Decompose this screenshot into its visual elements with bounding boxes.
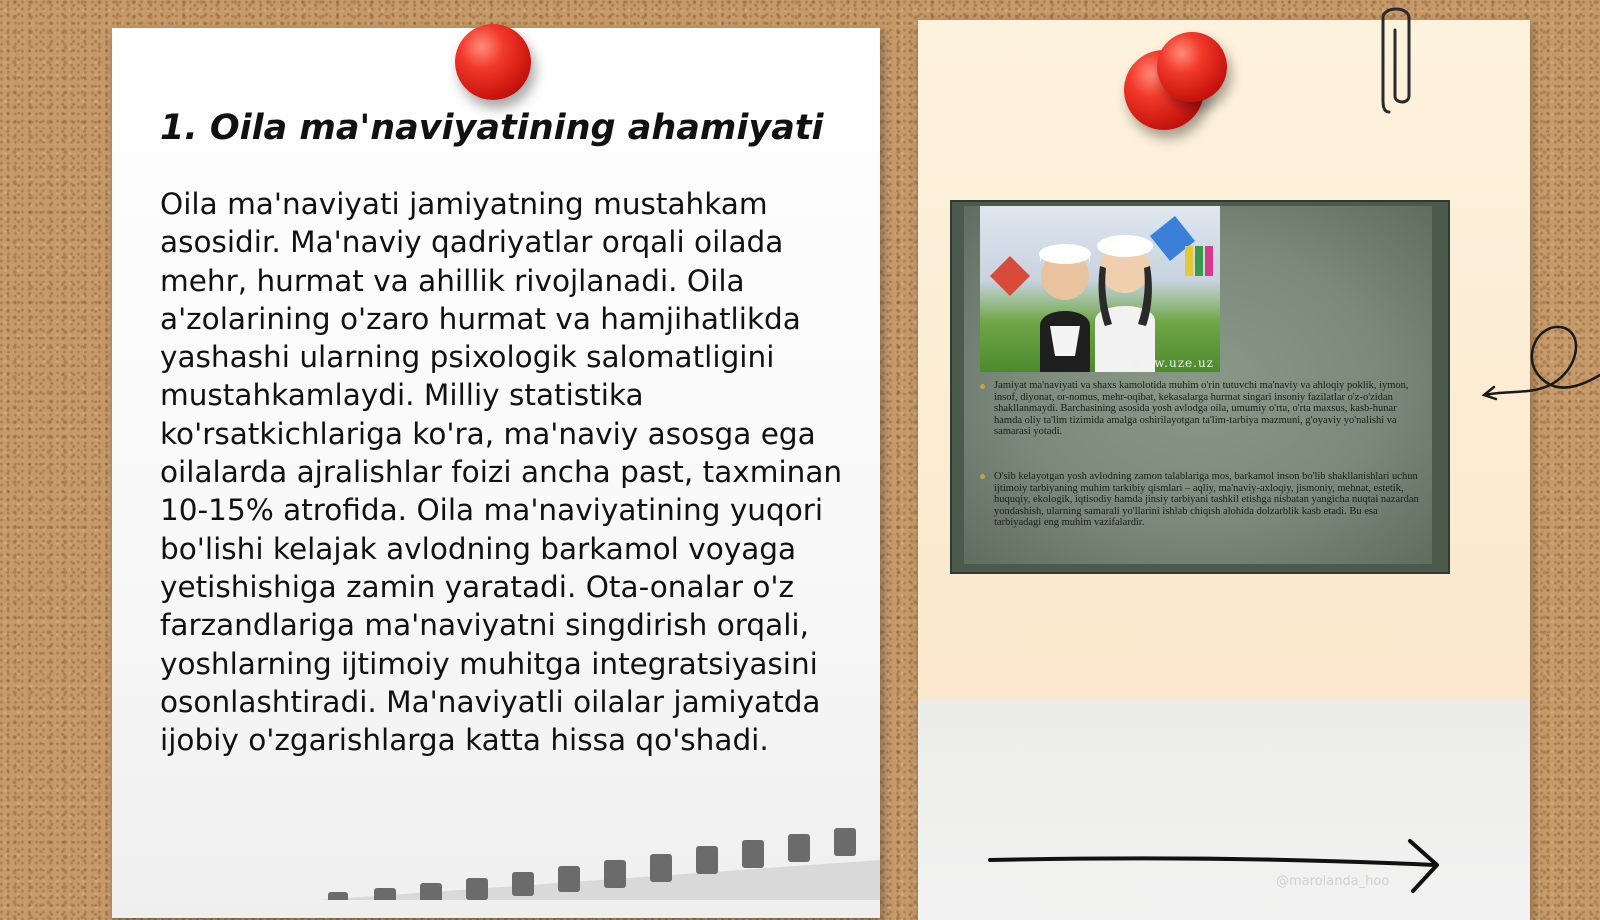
schoolgirls-photo: [980, 206, 1220, 372]
binder-rings-decoration: [320, 800, 880, 900]
schoolgirls-illustration: [980, 206, 1220, 372]
author-handle: @marolanda_hoo: [1276, 874, 1390, 889]
slide-body-text: Oila ma'naviyati jamiyatning mustahkam asosidir. Ma'naviy qadriyatlar orqali oilada mehr, hurmat va ahillik rivojlanadi. Oila a'zolarining o'zaro hurmat va hamjihatlikda yashashi ularning psixologik salomatligini mustahkamlaydi. Milliy statistika ko'rsatkichlariga ko'ra, ma'naviy asosga ega oilalarda ajralishlar foizi ancha past, taxminan 10-15% atrofida. Oila ma'naviyatining yuqori bo'lishi kelajak avlodning barkamol voyaga yetishishiga zamin yaratadi. Ota-onalar o'z farzandlariga ma'naviyatni singdirish orqali, yoshlarning ijtimoiy muhitga integratsiyasini osonlashtiradi. Ma'naviyatli oilalar jamiyatda ijobiy o'zgarishlarga katta hissa qo'shadi.: [160, 187, 843, 758]
paperclip-icon: [1381, 0, 1411, 118]
embedded-slide-image: [950, 200, 1450, 574]
curly-arrow-icon: [1480, 315, 1600, 405]
pushpin-icon: [1157, 32, 1227, 102]
pushpin-icon: [455, 24, 531, 100]
slide-caption-paragraph: O'sib kelayotgan yosh avlodning zamon talablariga mos, barkamol inson bo'lib shakllanishlari uchun ijtimoiy tarbiyaning muhim tarkibiy qismlari – aqliy, ma'naviy-axloqiy, jismoniy, mehnat, estetik, huquqiy, ekologik, iqtisodiy hamda jinsiy tarbiyani tashkil etishga nisbatan yangicha nuqtai nazardan yondashish, ularning samarali yo'llarini ishlab chiqish alohida dolzarblik kasb etadi. Bu esa tarbiyadagi eng muhim vazifalardir.: [994, 471, 1419, 528]
photo-watermark: www.uze.uz: [1131, 356, 1214, 370]
slide-title: 1. Oila ma'naviyatining ahamiyati: [160, 108, 824, 148]
embedded-slide-background: [964, 206, 1432, 564]
slide-caption-paragraph: Jamiyat ma'naviyati va shaxs kamolotida muhim o'rin tutuvchi ma'naviy va ahloqiy poklik, iymon, insof, diyonat, or-nomus, mehr-oqibat, kekasalarga hurmat singari insoniy fazilatlar o'z-o'zidan shakllanmaydi. Barchasining asosida yosh avlodga oila, umumiy o'rta, o'rta maxsus, kasb-hunar hamda oliy ta'lim tizimida amalga oshirilayotgan ta'lim-tarbiya mazmuni, g'oyaviy yo'nalishi va samarasi yotadi.: [994, 380, 1409, 437]
bullet-dot: [980, 384, 985, 389]
bullet-dot: [980, 474, 985, 479]
